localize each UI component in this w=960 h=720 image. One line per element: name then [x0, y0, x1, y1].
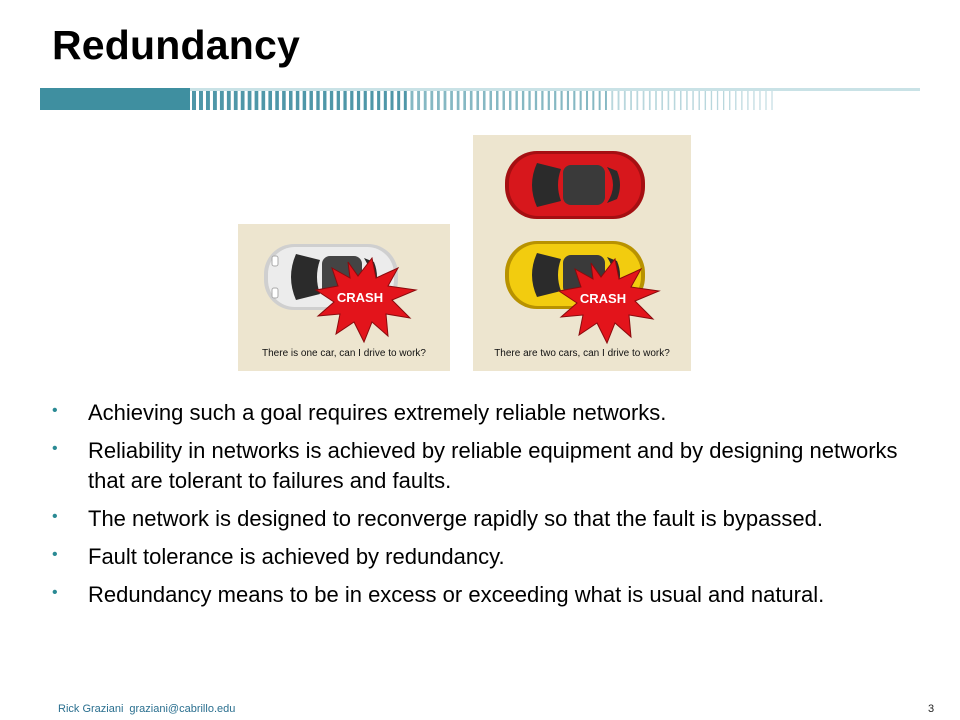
bullet-item	[52, 504, 912, 534]
bullet-icon: •	[52, 440, 58, 457]
single-car-crash-image	[238, 224, 450, 371]
footer-author	[58, 703, 235, 715]
crash-label: CRASH	[579, 291, 627, 306]
bullet-text: Redundancy means to be in excess or exceeding what is usual and natural.	[88, 582, 825, 607]
slide-title: Redundancy	[52, 22, 301, 68]
red-car-icon	[505, 151, 645, 219]
bullet-icon: •	[52, 546, 58, 563]
author-email: graziani@cabrillo.edu	[129, 703, 236, 715]
bullet-text: Achieving such a goal requires extremely reliable networks.	[88, 400, 667, 425]
bullet-item	[52, 542, 912, 572]
bullet-text: Reliability in networks is achieved by reliable equipment and by designing networks that are tolerant to failures and faults.	[88, 438, 898, 493]
two-cars-crash-image	[473, 135, 691, 371]
bullet-item	[52, 398, 912, 428]
bullet-item	[52, 580, 912, 610]
bullet-text: Fault tolerance is achieved by redundancy.	[88, 544, 505, 569]
title-underline-bar	[40, 88, 920, 118]
left-image-caption: There is one car, can I drive to work?	[262, 348, 426, 359]
right-image-caption: There are two cars, can I drive to work?	[494, 348, 670, 359]
bullet-item	[52, 436, 912, 496]
bullet-text: The network is designed to reconverge rapidly so that the fault is bypassed.	[88, 506, 823, 531]
bullet-list	[52, 398, 912, 618]
bullet-icon: •	[52, 508, 58, 525]
author-name: Rick Graziani	[58, 703, 124, 715]
two-cars-illustration	[473, 135, 691, 371]
page-number: 3	[928, 703, 935, 715]
bullet-icon: •	[52, 402, 58, 419]
crash-label: CRASH	[336, 290, 384, 305]
bullet-icon: •	[52, 584, 58, 601]
